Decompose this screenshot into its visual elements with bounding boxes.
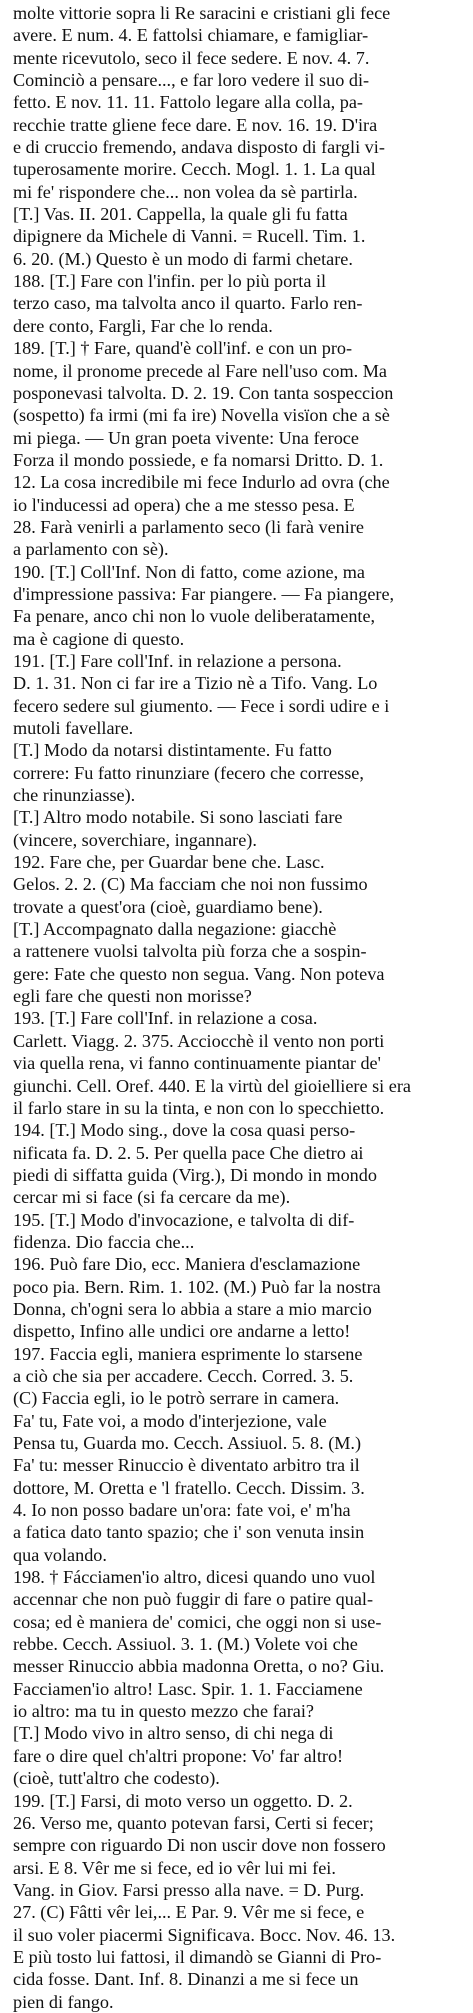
text-line: 28. Farà venirli a parlamento seco (li farà venire — [13, 516, 364, 537]
text-line: ma è cagione di questo. — [13, 628, 185, 649]
text-line: il farlo stare in su la tinta, e non con lo specchietto. — [13, 1097, 385, 1118]
text-line: posponevasi talvolta. D. 2. 19. Con tanta sospeccion — [13, 382, 394, 403]
text-line: [T.] Modo da notarsi distintamente. Fu fatto — [13, 740, 332, 761]
text-line: dere conto, Fargli, Far che lo renda. — [13, 315, 273, 336]
text-line: nificata fa. D. 2. 5. Per quella pace Che dietro ai — [13, 1142, 364, 1163]
text-line: avere. E num. 4. E fattolsi chiamare, e famigliar- — [13, 25, 369, 46]
text-line: gere: Fate che questo non segua. Vang. Non poteva — [13, 963, 385, 984]
text-line: 191. [T.] Fare coll'Inf. in relazione a persona. — [13, 650, 342, 671]
text-line: molte vittorie sopra li Re saracini e cristiani gli fece — [13, 3, 391, 23]
text-line: e di cruccio fremendo, andava disposto di fargli vi- — [13, 137, 385, 158]
text-line: dipignere da Michele di Vanni. = Rucell. Tim. 1. — [13, 226, 366, 247]
text-line: 198. † Fácciamen'io altro, dicesi quando uno vuol — [13, 1567, 376, 1588]
text-line: Fa' tu, Fate voi, a modo d'interjezione, vale — [13, 1410, 327, 1431]
text-line: 197. Faccia egli, maniera esprimente lo starsene — [13, 1343, 363, 1364]
text-line: Fa' tu: messer Rinuccio è diventato arbitro tra il — [13, 1455, 360, 1476]
text-line: [T.] Accompagnato dalla negazione: giacchè — [13, 919, 337, 940]
text-line: 199. [T.] Farsi, di moto verso un oggetto. D. 2. — [13, 1790, 353, 1811]
text-line: 195. [T.] Modo d'invocazione, e talvolta di dif- — [13, 1209, 355, 1230]
text-line: terzo caso, ma talvolta anco il quarto. Farlo ren- — [13, 293, 363, 314]
text-line: egli fare che questi non morisse? — [13, 986, 252, 1007]
text-line: 193. [T.] Fare coll'Inf. in relazione a cosa. — [13, 1008, 318, 1029]
text-line: mi piega. — Un gran poeta vivente: Una feroce — [13, 427, 359, 448]
text-line: d'impressione passiva: Far piangere. — Fa piangere, — [13, 583, 395, 604]
text-line: cida fosse. Dant. Inf. 8. Dinanzi a me si fece un — [13, 1969, 359, 1990]
text-line: piedi di siffatta guida (Virg.), Di mondo in mondo — [13, 1164, 377, 1185]
text-line: rebbe. Cecch. Assiuol. 3. 1. (M.) Volete voi che — [13, 1634, 358, 1655]
text-line: [T.] Modo vivo in altro senso, di chi nega di — [13, 1723, 334, 1744]
text-line: dispetto, Infino alle undici ore andarne a letto! — [13, 1321, 351, 1342]
text-line: Vang. in Giov. Farsi presso alla nave. = D. Purg. — [13, 1879, 365, 1900]
text-line: E più tosto lui fattosi, il dimandò se Gianni di Pro- — [13, 1946, 382, 1967]
text-line: pien di fango. — [13, 1991, 114, 2012]
text-line: Cominciò a pensare..., e far loro vedere il suo di- — [13, 70, 370, 91]
text-line: giunchi. Cell. Oref. 440. E la virtù del gioielliere si era — [13, 1075, 411, 1096]
text-line: a fatica dato tanto spazio; che i' son venuta insin — [13, 1522, 365, 1543]
text-line: a rattenere vuolsi talvolta più forza che a sospin- — [13, 941, 367, 962]
text-line: Carlett. Viagg. 2. 375. Acciocchè il vento non porti — [13, 1030, 385, 1051]
text-line: fetto. E nov. 11. 11. Fattolo legare alla colla, pa- — [13, 92, 363, 113]
text-line: cosa; ed è maniera de' comici, che oggi non si use- — [13, 1611, 382, 1632]
text-line: 189. [T.] † Fare, quand'è coll'inf. e con un pro- — [13, 338, 353, 359]
text-line: recchie tratte gliene fece dare. E nov. 16. 19. D'ira — [13, 114, 378, 135]
text-line: accennar che non può fuggir di fare o patire qual- — [13, 1589, 374, 1610]
text-line: 194. [T.] Modo sing., dove la cosa quasi perso- — [13, 1120, 356, 1141]
text-line: 26. Verso me, quanto potevan farsi, Certi si fecer; — [13, 1812, 374, 1833]
text-line: poco pia. Bern. Rim. 1. 102. (M.) Può far la nostra — [13, 1276, 381, 1297]
text-line: qua volando. — [13, 1544, 107, 1565]
text-line: 6. 20. (M.) Questo è un modo di farmi chetare. — [13, 248, 353, 269]
text-line: (C) Faccia egli, io le potrò serrare in camera. — [13, 1388, 340, 1409]
text-line: D. 1. 31. Non ci far ire a Tizio nè a Tifo. Vang. Lo — [13, 673, 378, 694]
text-line: nome, il pronome precede al Fare nell'uso com. Ma — [13, 360, 387, 381]
text-line: (cioè, tutt'altro che codesto). — [13, 1768, 220, 1789]
text-line: Gelos. 2. 2. (C) Ma facciam che noi non fussimo — [13, 874, 368, 895]
text-line: fecero sedere sul giumento. — Fece i sordi udire e i — [13, 695, 390, 716]
text-line: fidenza. Dio faccia che... — [13, 1231, 195, 1252]
text-line: via quella rena, vi fanno continuamente piantar de' — [13, 1053, 381, 1074]
text-line: correre: Fu fatto rinunziare (fecero che corresse, — [13, 762, 364, 783]
text-line: cercar mi si face (si fa cercare da me). — [13, 1187, 291, 1208]
text-line: mente ricevutolo, seco il fece sedere. E nov. 4. 7. — [13, 47, 370, 68]
text-line: dottore, M. Oretta e 'l fratello. Cecch. Dissim. 3. — [13, 1477, 365, 1498]
text-line: 192. Fare che, per Guardar bene che. Lasc. — [13, 852, 325, 873]
text-line: 196. Può fare Dio, ecc. Maniera d'esclamazione — [13, 1254, 361, 1275]
text-line: (vincere, soverchiare, ingannare). — [13, 829, 257, 850]
text-line: 4. Io non posso badare un'ora: fate voi, e' m'ha — [13, 1500, 351, 1521]
text-line: [T.] Vas. II. 201. Cappella, la quale gli fu fatta — [13, 204, 348, 225]
text-line: Forza il mondo possiede, e fa nomarsi Dritto. D. 1. — [13, 449, 384, 470]
text-line: sempre con riguardo Di non uscir dove non fossero — [13, 1835, 386, 1856]
text-line: io altro: ma tu in questo mezzo che farai? — [13, 1701, 314, 1722]
text-line: a parlamento con sè). — [13, 539, 169, 560]
text-line: trovate a quest'ora (cioè, guardiamo bene). — [13, 896, 323, 917]
text-line: che rinunziasse). — [13, 785, 136, 806]
text-line: 12. La cosa incredibile mi fece Indurlo ad ovra (che — [13, 472, 390, 493]
text-line: fare o dire quel ch'altri propone: Vo' far altro! — [13, 1745, 344, 1766]
text-line: Facciamen'io altro! Lasc. Spir. 1. 1. Facciamene — [13, 1678, 363, 1699]
text-line: io l'inducessi ad opera) che a me stesso pesa. E — [13, 494, 355, 515]
text-line: 27. (C) Fâtti vêr lei,... E Par. 9. Vêr me si fece, e — [13, 1902, 365, 1923]
text-line: mi fe' rispondere che... non volea da sè partirla. — [13, 181, 358, 202]
dictionary-text-column — [13, 2, 464, 2013]
text-line: il suo voler piacermi Significava. Bocc. Nov. 46. 13. — [13, 1924, 396, 1945]
text-line: [T.] Altro modo notabile. Si sono lasciati fare — [13, 807, 343, 828]
text-line: (sospetto) fa irmi (mi fa ire) Novella visïon che a sè — [13, 405, 390, 426]
text-line: mutoli favellare. — [13, 718, 134, 738]
text-line: 190. [T.] Coll'Inf. Non di fatto, come azione, ma — [13, 561, 365, 582]
text-line: arsi. E 8. Vêr me si fece, ed io vêr lui mi fei. — [13, 1857, 336, 1878]
text-line: Fa penare, anco chi non lo vuole deliberatamente, — [13, 606, 376, 627]
text-line: Donna, ch'ogni sera lo abbia a stare a mio marcio — [13, 1298, 372, 1319]
text-line: tuperosamente morire. Cecch. Mogl. 1. 1. La qual — [13, 159, 376, 180]
text-line: 188. [T.] Fare con l'infin. per lo più porta il — [13, 271, 327, 292]
text-line: messer Rinuccio abbia madonna Oretta, o no? Giu. — [13, 1656, 385, 1677]
text-line: Pensa tu, Guarda mo. Cecch. Assiuol. 5. 8. (M.) — [13, 1433, 362, 1453]
text-line: a ciò che sia per accadere. Cecch. Corred. 3. 5. — [13, 1365, 354, 1386]
